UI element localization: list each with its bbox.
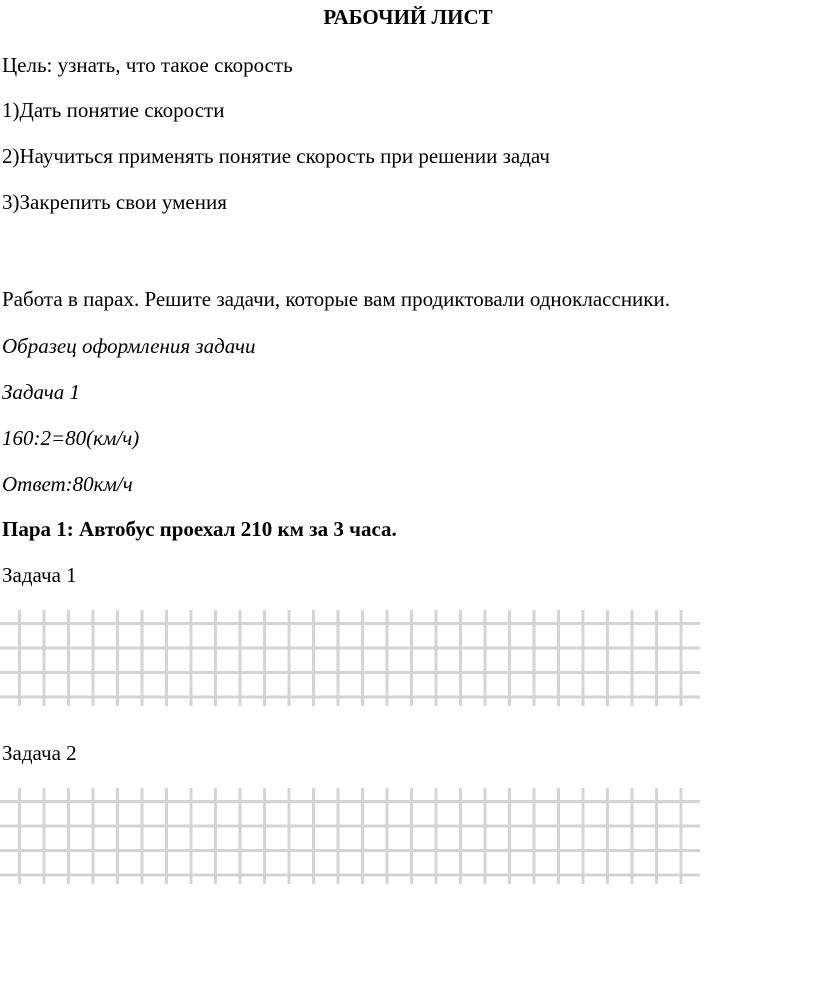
sample-solution: 160:2=80(км/ч) xyxy=(2,426,140,450)
sample-heading: Образец оформления задачи xyxy=(2,334,256,358)
task-1-label: Задача 1 xyxy=(2,563,77,587)
worksheet-title: РАБОЧИЙ ЛИСТ xyxy=(323,5,493,29)
task-2-label: Задача 2 xyxy=(2,741,77,765)
pair-problem: Пара 1: Автобус проехал 210 км за 3 часа. xyxy=(2,517,397,541)
task-1-answer-grid[interactable] xyxy=(0,610,700,706)
task-2-answer-grid[interactable] xyxy=(0,788,700,884)
objective-1: 1)Дать понятие скорости xyxy=(2,98,225,122)
objective-3: 3)Закрепить свои умения xyxy=(2,190,227,214)
sample-task-label: Задача 1 xyxy=(2,380,81,404)
instruction-text: Работа в парах. Решите задачи, которые вам продиктовали одноклассники. xyxy=(2,287,670,311)
objective-2: 2)Научиться применять понятие скорость при решении задач xyxy=(2,144,550,168)
sample-answer: Ответ:80км/ч xyxy=(2,472,133,496)
goal-text: Цель: узнать, что такое скорость xyxy=(2,53,293,77)
